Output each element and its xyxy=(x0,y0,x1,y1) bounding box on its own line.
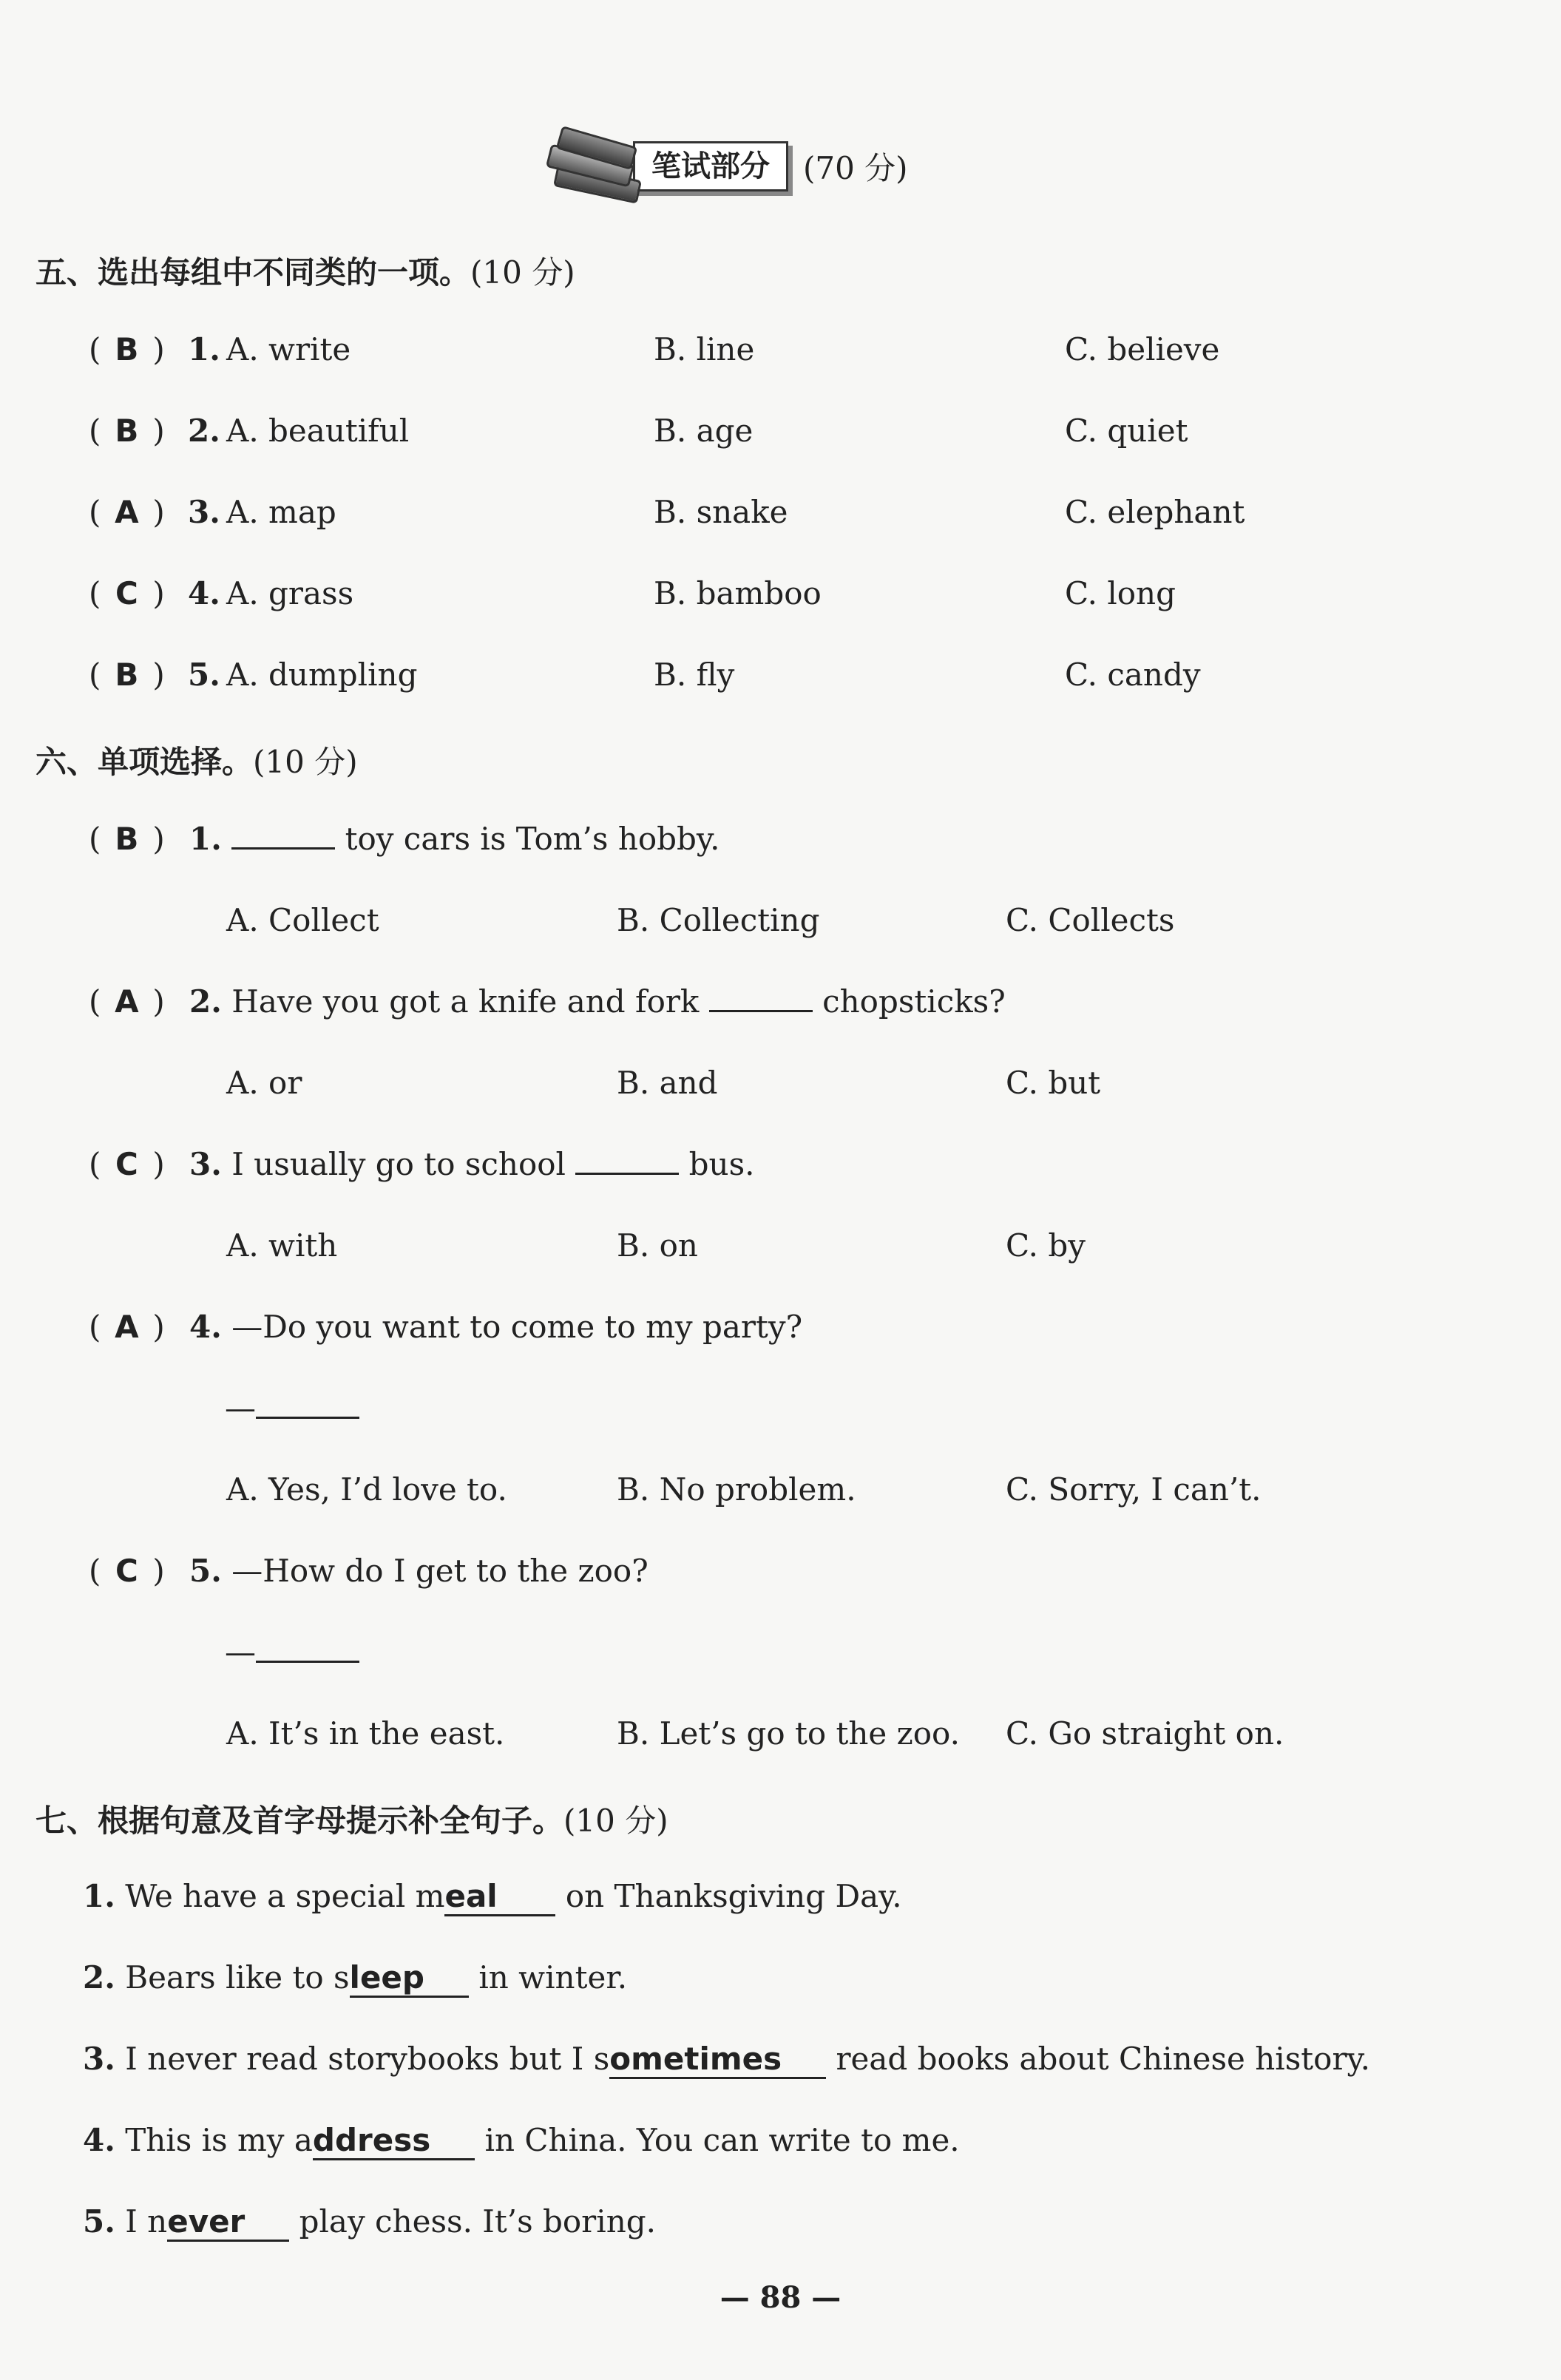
section-7-title: 七、根据句意及首字母提示补全句子。(10 分) xyxy=(35,1803,668,1839)
answer-blank xyxy=(256,1390,359,1419)
section-6-title: 六、单项选择。(10 分) xyxy=(35,744,358,780)
answer: B xyxy=(115,657,139,693)
answer: B xyxy=(115,413,139,449)
written-part-score: (70 分) xyxy=(803,150,908,186)
answer-blank xyxy=(709,983,813,1012)
written-part-label: 笔试部分 xyxy=(633,141,788,191)
s7-sentence-4: 4. This is my address in China. You can write to me. xyxy=(83,2122,960,2160)
books-icon xyxy=(547,126,643,207)
written-part-header xyxy=(547,126,908,207)
s7-sentence-1: 1. We have a special meal on Thanksgiving Day. xyxy=(83,1878,902,1916)
section-5-title: 五、选出每组中不同类的一项。(10 分) xyxy=(35,254,575,291)
answer: C xyxy=(115,1146,138,1182)
filled-word: eal xyxy=(444,1878,555,1916)
s7-sentence-3: 3. I never read storybooks but I sometimes read books about Chinese history. xyxy=(83,2041,1370,2079)
answer-blank xyxy=(575,1146,679,1175)
filled-word: ometimes xyxy=(609,2041,826,2079)
worksheet-page: 笔试部分 (70 分) 五、选出每组中不同类的一项。(10 分) ( B ) 1. A. write B. line C. believe ( B ) 2. A. beautiful B. age C. quiet ( A ) 3. A. map B. snake C. elephant ( C ) 4. A. grass B. bamboo C. long ( B ) 5. A. dumpling B. fly C. candy 六、单项选择。(10 分) ( B ) 1. toy cars is Tom’s hobby. A. Collect B. Collecting C. Collects ( A ) 2. Have you got a knife and fork chopsticks? A. or B. and C. but ( C ) 3. I usually go to school bus. A. with B. on C. by ( A ) 4. —Do you want to come to my party? — A. Yes, I’d love to. B. No problem. C. Sorry, I can’t. ( C ) 5. —How do I get to the zoo? — A. It’s in the east. B. Let’s go to the zoo. C. Go straight on. 七、根据句意及首字母提示补全句子。(10 分) 1. We have a special meal on Thanksgiving Day. 2. Bears like to sleep in winter. 3. I never read storybooks but I sometimes read books about Chinese history. 4. This is my address in China. You can write to me. 5. I never play chess. It’s boring. — 88 — xyxy=(0,0,1561,2380)
filled-word: leep xyxy=(350,1959,469,1998)
filled-word: ever xyxy=(167,2203,289,2242)
s7-sentence-5: 5. I never play chess. It’s boring. xyxy=(83,2203,656,2242)
page-number: — 88 — xyxy=(719,2280,842,2315)
answer: B xyxy=(115,821,139,857)
answer: B xyxy=(115,331,139,367)
answer: A xyxy=(115,494,139,530)
answer-blank xyxy=(256,1634,359,1663)
answer: A xyxy=(115,983,139,1020)
s7-sentence-2: 2. Bears like to sleep in winter. xyxy=(83,1959,627,1998)
filled-word: ddress xyxy=(313,2122,475,2160)
answer-blank xyxy=(231,821,335,850)
answer: C xyxy=(115,575,138,611)
answer: A xyxy=(115,1309,139,1345)
answer: C xyxy=(115,1553,138,1589)
